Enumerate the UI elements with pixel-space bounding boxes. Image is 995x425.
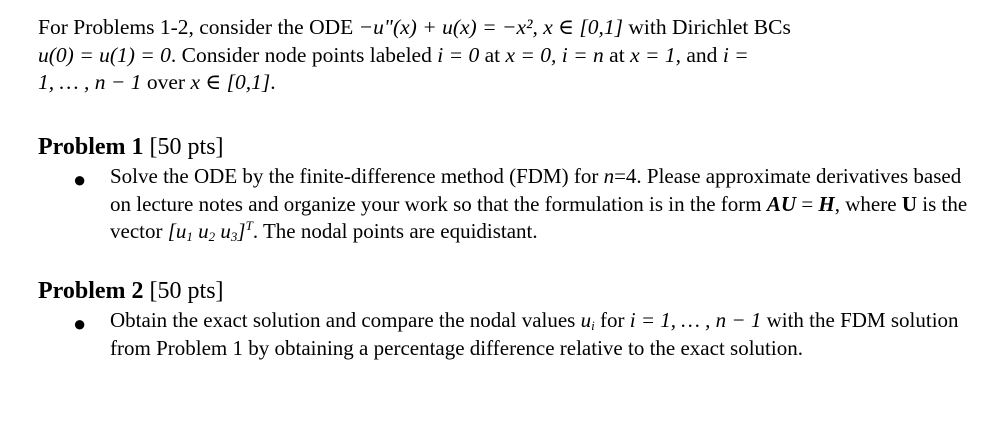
math-n: n (603, 164, 615, 188)
node-range: 1, … , n − 1 (38, 70, 142, 94)
text-run: u (580, 308, 592, 332)
text-run: for (594, 308, 630, 332)
text-run: with the FDM solution from Problem 1 by obtaining a percentage difference relative to the exact solution. (110, 308, 959, 360)
intro-text: . Consider node points labeled (170, 42, 438, 67)
intro-text: , and (675, 42, 723, 67)
intro-text: at (479, 42, 506, 67)
math-inline: i = 0 (437, 42, 480, 67)
subscript: 3 (230, 229, 238, 244)
text-run: u (192, 219, 209, 243)
intro-text: For Problems 1-2, consider the ODE (38, 15, 359, 39)
subscript: 2 (208, 229, 216, 244)
text-run: ] (237, 219, 246, 243)
ode-equation: −u"(x) + u(x) = −x², x ∈ [0,1] (358, 15, 624, 39)
text-run: is the vector (110, 191, 968, 243)
bullet-icon: ● (73, 167, 87, 192)
unknown-vector (168, 219, 253, 243)
text-run: . The nodal points are equidistant. (252, 219, 538, 243)
problem1-points: [50 pts] (143, 134, 224, 160)
subscript: 1 (186, 229, 193, 244)
text-run: , where (834, 191, 902, 216)
text-run: [u (167, 219, 187, 243)
intro-text: over (141, 70, 191, 94)
intro-text: with Dirichlet BCs (623, 15, 791, 39)
matrix-AU: AU (766, 191, 797, 216)
boundary-conditions: u(0) = u(1) = 0 (38, 42, 171, 67)
text-run: =4. Please approximate derivatives based on lecture notes and organize your work so that the formulation is in the form (110, 164, 962, 216)
intro-text: . (270, 70, 276, 94)
math-inline: i = (722, 42, 749, 67)
text-run: Obtain the exact solution and compare the nodal values (110, 308, 581, 332)
problem2-heading (38, 276, 224, 306)
problem1-text (110, 163, 970, 246)
intro-paragraph (38, 14, 978, 97)
node-range: i = 1, … , n − 1 (629, 308, 762, 332)
vector-U: U (901, 191, 917, 216)
problem2-points: [50 pts] (143, 278, 224, 304)
intro-text: at (603, 42, 631, 67)
vector-H: H (818, 191, 835, 216)
problem1-title: Problem 1 (38, 134, 144, 160)
subscript: i (591, 318, 595, 333)
math-inline: x = 1 (630, 42, 676, 67)
text-run: Solve the ODE by the finite-difference method (FDM) for (110, 164, 604, 188)
text-run: u (215, 219, 231, 243)
transpose-superscript: T (245, 218, 253, 233)
nodal-value (581, 308, 595, 332)
bullet-icon: ● (73, 311, 87, 336)
text-run: = (796, 191, 819, 216)
problem1-heading (38, 132, 224, 162)
math-inline: x = 0, i = n (505, 42, 604, 67)
domain-interval: x ∈ [0,1] (190, 70, 271, 94)
problem2-title: Problem 2 (38, 278, 144, 304)
problem2-text (110, 307, 970, 362)
